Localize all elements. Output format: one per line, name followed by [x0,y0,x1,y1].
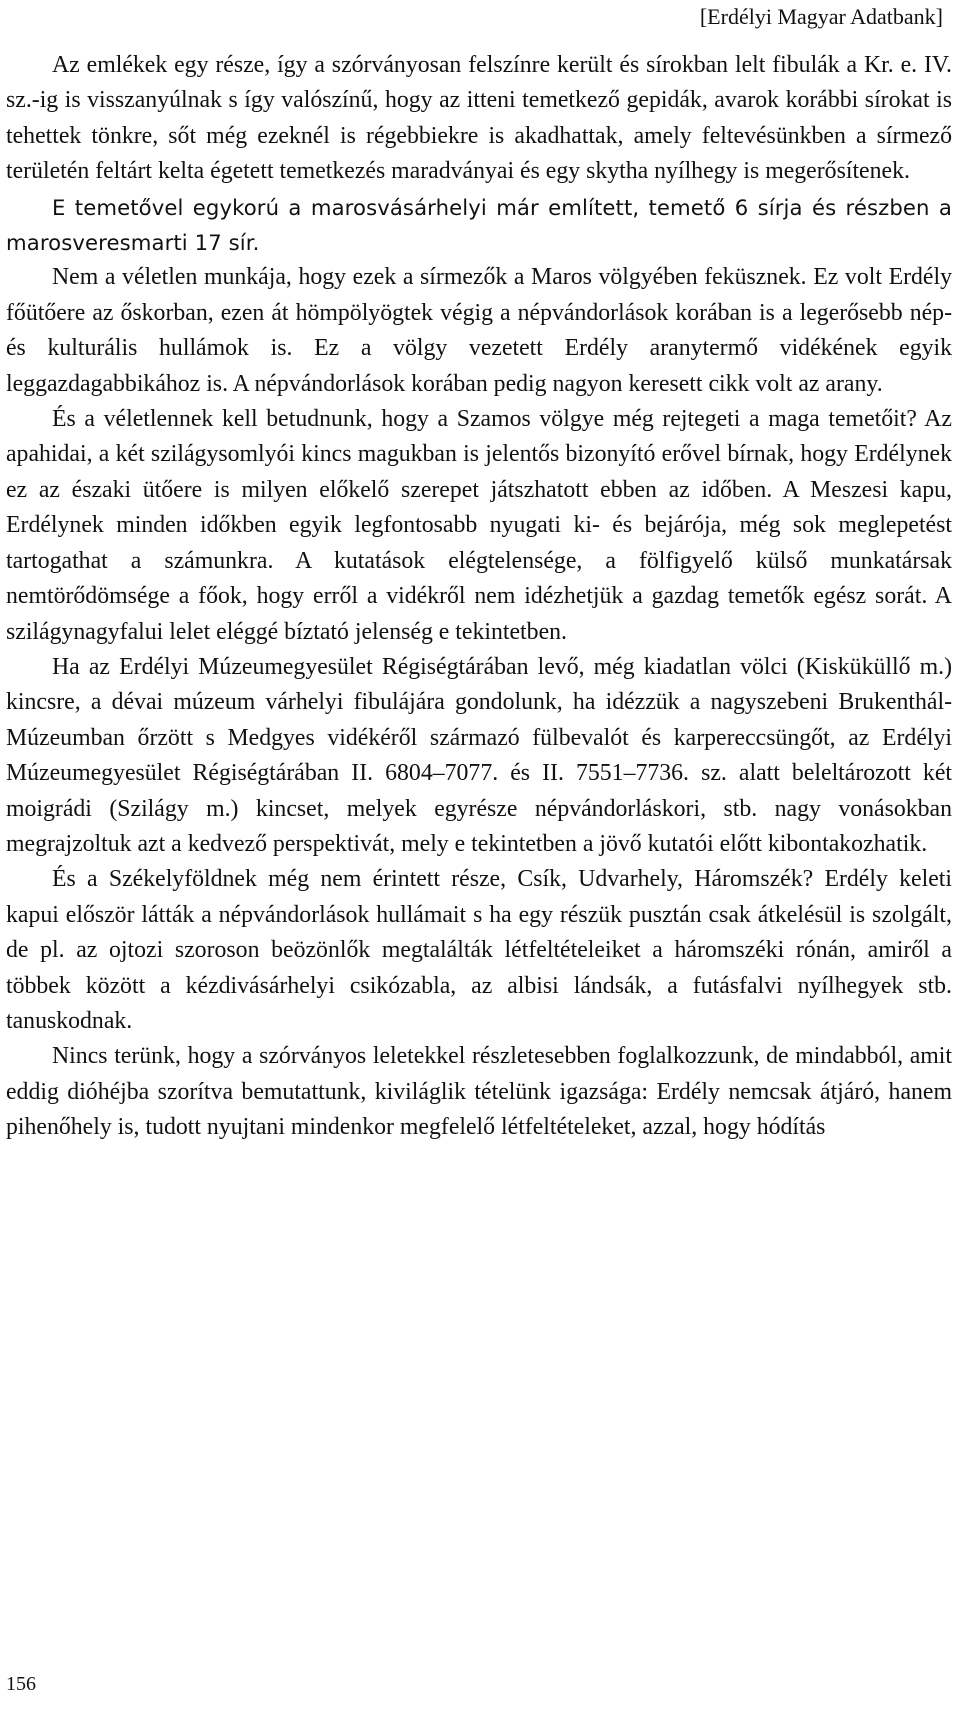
paragraph: E temetővel egykorú a marosvásárhelyi már említett, temető 6 sírja és részben a marosveresmarti 17 sír. [6,194,952,256]
paragraph: És a Székelyföldnek még nem érintett része, Csík, Udvarhely, Háromszék? Erdély keleti kapui először látták a népvándorlások hullámait s ha egy részük pusztán csak átkelésül is szolgált, de pl. az ojtozi szoroson beözönlők megtalálták létfeltételeiket a háromszéki rónán, amiről a többek között a kézdivásárhelyi csikózabla, az albisi lándsák, a futásfalvi nyílhegyek stb. tanuskodnak. [6,866,952,1034]
paragraph: Ha az Erdélyi Múzeumegyesület Régiségtárában levő, még kiadatlan völci (Kisküküllő m.) kincsre, a dévai múzeum várhelyi fibulájára gondolunk, ha idézzük a nagyszebeni Brukenthál-Múzeumban őrzött s Medgyes vidékéről származó fülbevalót és karpereccsüngőt, az Erdélyi Múzeumegyesület Régiségtárában II. 6804–7077. és II. 7551–7736. sz. alatt beleltározott két moigrádi (Szilágy m.) kincset, melyek egyrésze népvándorláskori, stb. nagy vonásokban megrajzoltuk azt a kedvező perspektivát, mely e tekintetben a jövő kutatói előtt kibontakozhatik. [6,653,952,857]
paragraph: Nincs terünk, hogy a szórványos leletekkel részletesebben foglalkozzunk, de mindabból, amit eddig dióhéjba szorítva bemutattunk, kiviláglik tételünk igazsága: Erdély nemcsak átjáró, hanem pihenőhely is, tudott nyujtani mindenkor megfelelő létfeltételeket, azzal, hogy hódítás [6,1043,952,1141]
source-header: [Erdélyi Magyar Adatbank] [699,4,943,29]
page-number: 156 [6,1673,36,1695]
body-text [6,48,952,1146]
paragraph: Az emlékek egy része, így a szórványosan felszínre került és sírokban lelt fibulák a Kr. e. IV. sz.-ig is visszanyúlnak s így valószínű, hogy az itteni temetkező gepidák, avarok korábbi sírokat is tehettek tönkre, sőt még ezeknél is régebbiekre is akadhattak, amely feltevésünkben a sírmező területén feltárt kelta égetett temetkezés maradványai és egy skytha nyílhegy is megerősítenek. [6,52,952,185]
paragraph: És a véletlennek kell betudnunk, hogy a Szamos völgye még rejtegeti a maga temetőit? Az apahidai, a két szilágysomlyói kincs magukban is jelentős bizonyító erővel bírnak, hogy Erdélynek ez az északi ütőere is milyen előkelő szerepet játszhatott ebben az időben. A Meszesi kapu, Erdélynek minden időkben egyik legfontosabb nyugati ki- és bejárója, még sok meglepetést tartogathat a számunkra. A kutatások elégtelensége, a fölfigyelő külső munkatársak nemtörődömsége a főok, hogy erről a vidékről nem idézhetjük a gazdag temetők egész sorát. A szilágynagyfalui lelet eléggé bíztató jelenség e tekintetben. [6,406,952,645]
paragraph: Nem a véletlen munkája, hogy ezek a sírmezők a Maros völgyében feküsznek. Ez volt Erdély főütőere az őskorban, ezen át hömpölyögtek végig a népvándorlások korában is a legerősebb nép- és kulturális hullámok is. Ez a völgy vezetett Erdély aranytermő vidékének egyik leggazdagabbikához is. A népvándorlások korában pedig nagyon keresett cikk volt az arany. [6,264,952,397]
